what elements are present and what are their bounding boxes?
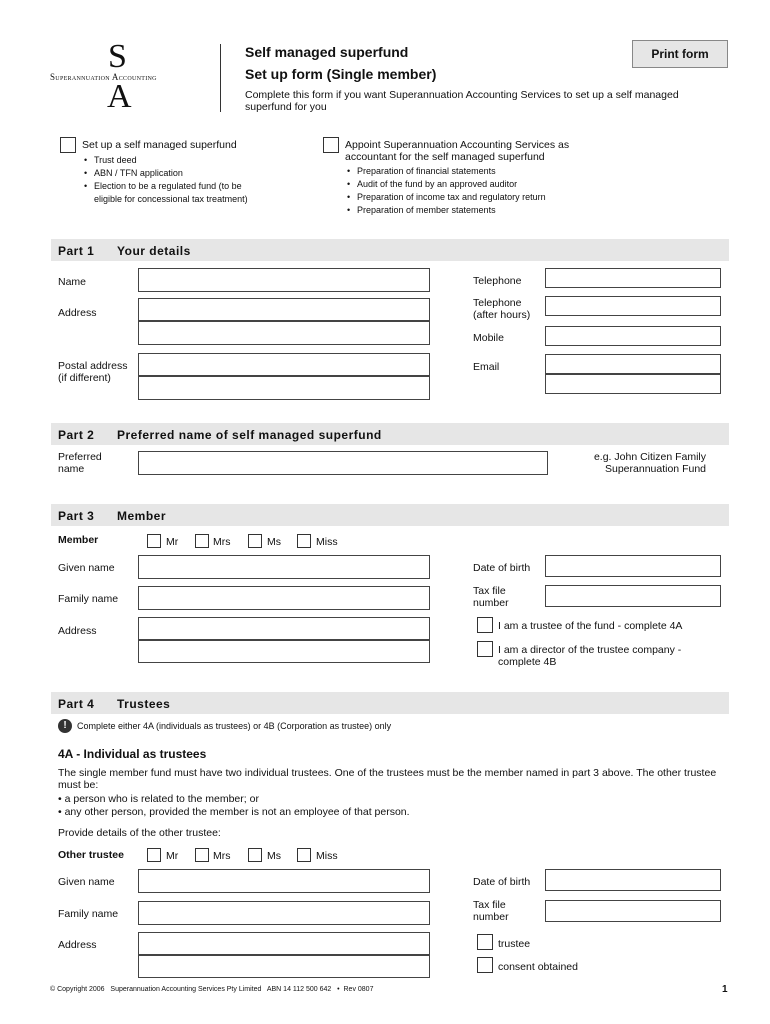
setup-list [82, 154, 272, 206]
member-address-input-2[interactable] [138, 640, 430, 663]
list-item: • Trust deed [82, 154, 272, 167]
other-trustee-label: Other trustee [58, 849, 124, 861]
dob-input[interactable] [545, 555, 721, 577]
address-label: Address [58, 307, 97, 319]
other-tfn-input[interactable] [545, 900, 721, 922]
dob-label: Date of birth [473, 562, 531, 574]
other-given-name-label: Given name [58, 876, 115, 888]
name-label: Name [58, 276, 87, 288]
list-item: • Audit of the fund by an approved auditor [345, 178, 635, 191]
member-ms-label: Ms [267, 536, 281, 548]
list-item: • Preparation of member statements [345, 204, 635, 217]
part3-title: Member [117, 509, 167, 523]
email-input-1[interactable] [545, 354, 721, 374]
address-input-1[interactable] [138, 298, 430, 321]
part1-header [51, 239, 729, 261]
form-intro: Complete this form if you want Superannuation Accounting Services to set up a self managed superfund for you [245, 89, 679, 113]
consent-checkbox[interactable] [477, 957, 493, 973]
postal-input-1[interactable] [138, 353, 430, 376]
address-input-2[interactable] [138, 321, 430, 345]
mobile-input[interactable] [545, 326, 721, 346]
footer-copyright: © Copyright 2006 Superannuation Accounting Services Pty Limited ABN 14 112 500 642 • Rev 0807 [50, 986, 374, 993]
section-4a-paragraph: The single member fund must have two individual trustees. One of the trustees must be the member named in part 3 above. The other trustee must be: [58, 767, 717, 791]
logo-letter-a: A [107, 78, 132, 115]
logo-name: Superannuation Accounting [50, 72, 157, 82]
part4-number: Part 4 [58, 697, 95, 711]
other-miss-label: Miss [316, 850, 338, 862]
list-item: • Preparation of financial statements [345, 165, 635, 178]
part3-number: Part 3 [58, 509, 95, 523]
trustee-fund-label: I am a trustee of the fund - complete 4A [498, 620, 683, 632]
given-name-label: Given name [58, 562, 115, 574]
appoint-label: Appoint Superannuation Accounting Services as accountant for the self managed superfund [345, 139, 570, 163]
other-family-name-input[interactable] [138, 901, 430, 925]
name-input[interactable] [138, 268, 430, 292]
preferred-name-input[interactable] [138, 451, 548, 475]
other-address-input-2[interactable] [138, 955, 430, 978]
director-checkbox[interactable] [477, 641, 493, 657]
section-4a-bullet-2: • any other person, provided the member is not an employee of that person. [58, 806, 410, 818]
preferred-label: Preferred name [58, 451, 102, 475]
setup-label: Set up a self managed superfund [82, 139, 237, 151]
other-dob-input[interactable] [545, 869, 721, 891]
member-address-input-1[interactable] [138, 617, 430, 640]
part2-title: Preferred name of self managed superfund [117, 428, 382, 442]
member-mr-checkbox[interactable] [147, 534, 161, 548]
family-name-label: Family name [58, 593, 119, 605]
other-ms-checkbox[interactable] [248, 848, 262, 862]
other-mrs-checkbox[interactable] [195, 848, 209, 862]
consent-checkbox-label: consent obtained [498, 961, 578, 973]
other-given-name-input[interactable] [138, 869, 430, 893]
member-mrs-label: Mrs [213, 536, 231, 548]
trustee-checkbox[interactable] [477, 934, 493, 950]
email-input-2[interactable] [545, 374, 721, 394]
member-ms-checkbox[interactable] [248, 534, 262, 548]
list-item: • Preparation of income tax and regulatory return [345, 191, 635, 204]
trustee-fund-checkbox[interactable] [477, 617, 493, 633]
tfn-input[interactable] [545, 585, 721, 607]
other-ms-label: Ms [267, 850, 281, 862]
part2-number: Part 2 [58, 428, 95, 442]
section-4a-title: 4A - Individual as trustees [58, 747, 207, 761]
section-4a-bullet-1: • a person who is related to the member; or [58, 793, 259, 805]
member-miss-label: Miss [316, 536, 338, 548]
telephone-input[interactable] [545, 268, 721, 288]
other-dob-label: Date of birth [473, 876, 531, 888]
other-mr-checkbox[interactable] [147, 848, 161, 862]
appoint-list [345, 165, 635, 217]
form-subtitle: Set up form (Single member) [245, 66, 437, 82]
tfn-label: Tax file number [473, 585, 509, 609]
part4-notice: Complete either 4A (individuals as trustees) or 4B (Corporation as trustee) only [77, 721, 392, 731]
list-item: • ABN / TFN application [82, 167, 272, 180]
member-miss-checkbox[interactable] [297, 534, 311, 548]
other-family-name-label: Family name [58, 908, 119, 920]
part1-number: Part 1 [58, 244, 95, 258]
header-divider [220, 44, 221, 112]
other-address-label: Address [58, 939, 97, 951]
other-mrs-label: Mrs [213, 850, 231, 862]
page-number: 1 [722, 984, 728, 995]
postal-input-2[interactable] [138, 376, 430, 400]
preferred-example: e.g. John Citizen Family Superannuation Fund [593, 451, 706, 475]
telephone-label: Telephone [473, 275, 522, 287]
part1-title: Your details [117, 244, 191, 258]
exclamation-icon: ! [58, 719, 72, 733]
email-label: Email [473, 361, 500, 373]
form-title: Self managed superfund [245, 44, 409, 60]
appoint-checkbox[interactable] [323, 137, 339, 153]
given-name-input[interactable] [138, 555, 430, 579]
member-mr-label: Mr [166, 536, 179, 548]
member-address-label: Address [58, 625, 97, 637]
other-miss-checkbox[interactable] [297, 848, 311, 862]
provide-details-text: Provide details of the other trustee: [58, 827, 221, 839]
member-mrs-checkbox[interactable] [195, 534, 209, 548]
telephone-ah-input[interactable] [545, 296, 721, 316]
part4-header [51, 692, 729, 714]
list-item: • Election to be a regulated fund (to be eligible for concessional tax treatment) [82, 180, 272, 206]
mobile-label: Mobile [473, 332, 504, 344]
director-label: I am a director of the trustee company - complete 4B [498, 644, 682, 668]
part3-header [51, 504, 729, 526]
logo-letter-s: S [108, 38, 127, 75]
print-form-button[interactable]: Print form [632, 40, 728, 68]
telephone-ah-label: Telephone (after hours) [473, 297, 531, 321]
other-mr-label: Mr [166, 850, 179, 862]
postal-label: Postal address (if different) [58, 360, 128, 384]
other-tfn-label: Tax file number [473, 899, 509, 923]
other-address-input-1[interactable] [138, 932, 430, 955]
part2-header [51, 423, 729, 445]
member-label: Member [58, 534, 99, 546]
trustee-checkbox-label: trustee [498, 938, 531, 950]
family-name-input[interactable] [138, 586, 430, 610]
part4-title: Trustees [117, 697, 171, 711]
setup-checkbox[interactable] [60, 137, 76, 153]
